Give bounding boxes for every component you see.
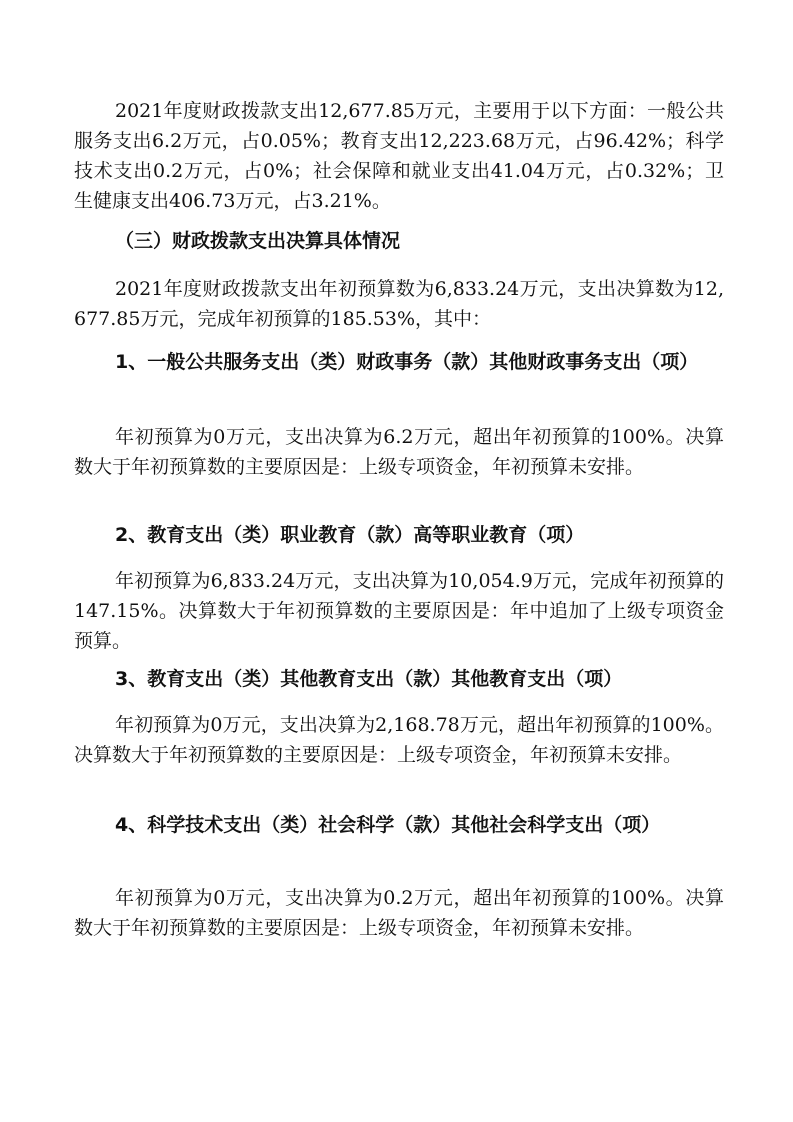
item-heading-2: 2、教育支出（类）职业教育（款）高等职业教育（项） bbox=[115, 524, 585, 546]
item-text-4: 年初预算为0万元，支出决算为0.2万元，超出年初预算的100%。决算数大于年初预算数的主要原因是：上级专项资金，年初预算未安排。 bbox=[74, 887, 724, 939]
paragraph-budget-overview: 2021年度财政拨款支出年初预算数为6,833.24万元，支出决算数为12,677.85万元，完成年初预算的185.53%，其中： bbox=[74, 278, 724, 330]
item-heading-4: 4、科学技术支出（类）社会科学（款）其他社会科学支出（项） bbox=[115, 814, 661, 836]
item-text-3: 年初预算为0万元，支出决算为2,168.78万元，超出年初预算的100%。决算数大于年初预算数的主要原因是：上级专项资金，年初预算未安排。 bbox=[74, 714, 724, 766]
paragraph-expenditure-summary: 2021年度财政拨款支出12,677.85万元，主要用于以下方面：一般公共服务支出6.2万元，占0.05%；教育支出12,223.68万元，占96.42%；科学技术支出0.2万元，占0%；社会保障和就业支出41.04万元，占0.32%；卫生健康支出406.73万元，占3.21%。 bbox=[74, 100, 724, 212]
item-heading-1: 1、一般公共服务支出（类）财政事务（款）其他财政事务支出（项） bbox=[115, 351, 699, 373]
item-heading-3: 3、教育支出（类）其他教育支出（款）其他教育支出（项） bbox=[115, 668, 623, 690]
item-text-2: 年初预算为6,833.24万元，支出决算为10,054.9万元，完成年初预算的147.15%。决算数大于年初预算数的主要原因是：年中追加了上级专项资金预算。 bbox=[74, 570, 724, 652]
section-heading-3: （三）财政拨款支出决算具体情况 bbox=[115, 230, 401, 252]
item-text-1: 年初预算为0万元，支出决算为6.2万元，超出年初预算的100%。决算数大于年初预算数的主要原因是：上级专项资金，年初预算未安排。 bbox=[74, 426, 724, 478]
